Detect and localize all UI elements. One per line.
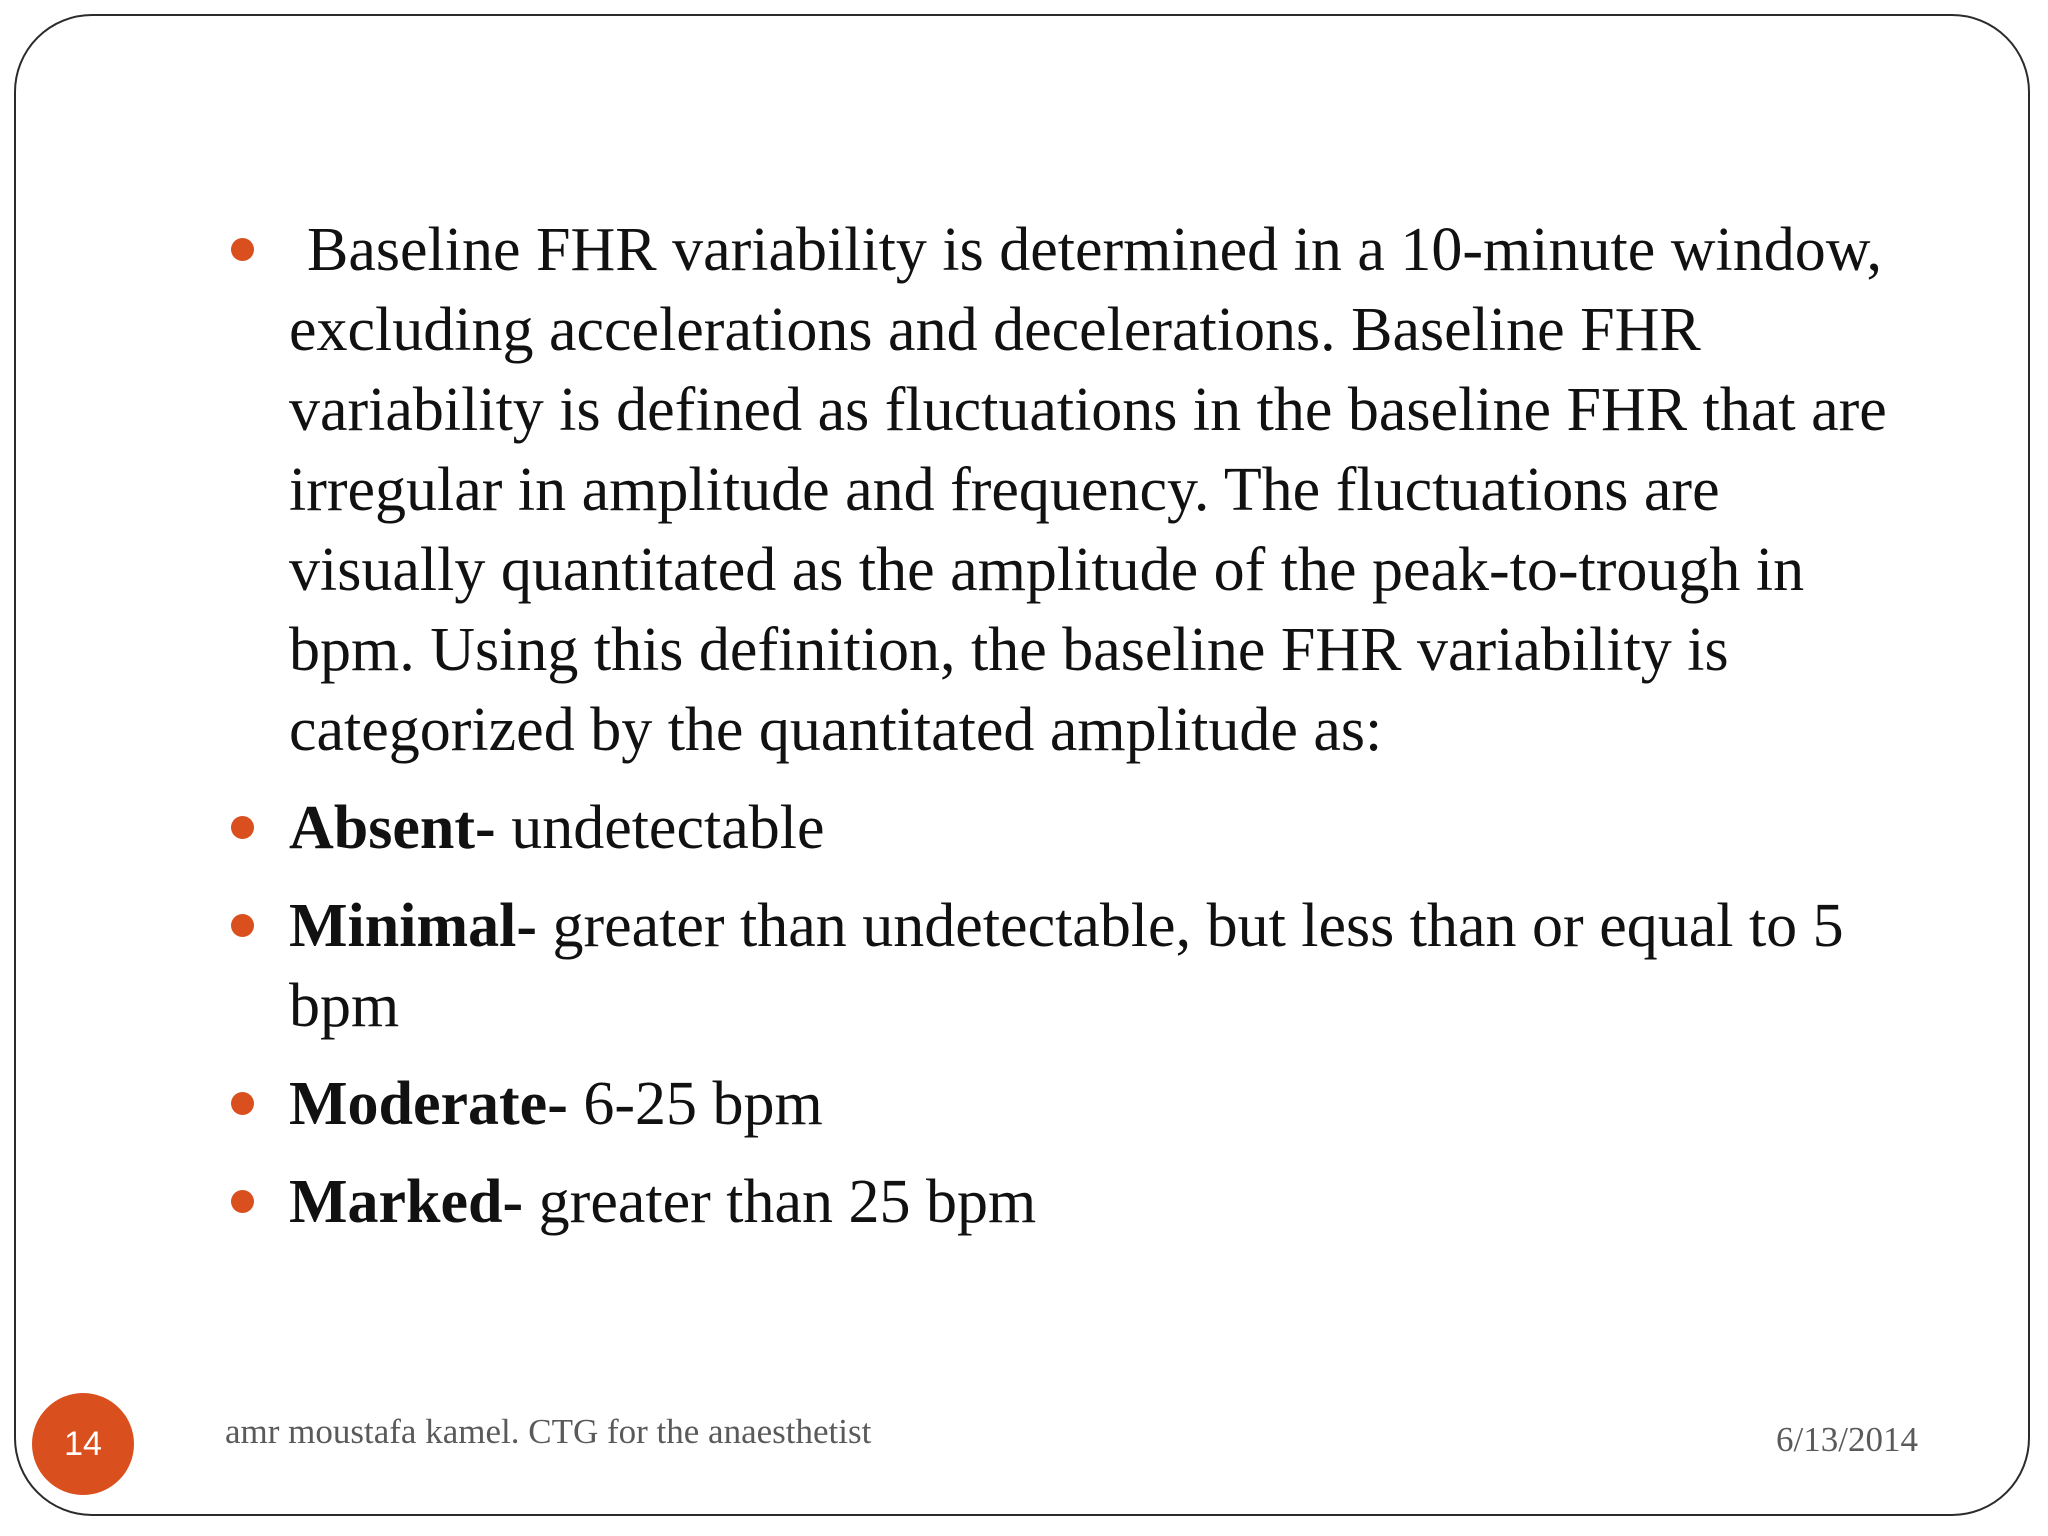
bullet-dot-icon: [231, 238, 254, 261]
bullet-item-intro: [225, 210, 1925, 770]
bullet-text: 6-25 bpm: [567, 1070, 823, 1138]
slide-number-badge: 14: [32, 1393, 134, 1495]
bullet-item-marked: [225, 1162, 1925, 1242]
bullet-text: Baseline FHR variability is determined in a 10-minute window, excluding accelerations and decelerations. Baseline FHR variability is defined as fluctuations in the baseline FHR that are irregular in amplitude and frequency. The fluctuations are visually quantitated as the amplitude of the peak-to-trough in bpm. Using this definition, the baseline FHR variability is categorized by the quantitated amplitude as:: [289, 216, 1887, 764]
bullet-term: Marked-: [289, 1168, 524, 1236]
footer-date: 6/13/2014: [1776, 1420, 1918, 1459]
bullet-term: Moderate-: [289, 1070, 568, 1138]
bullet-text: greater than undetectable, but less than or equal to 5 bpm: [289, 892, 1844, 1040]
bullet-dot-icon: [231, 914, 254, 937]
bullet-item-minimal: [225, 886, 1925, 1046]
bullet-dot-icon: [231, 1190, 254, 1213]
slide-content: [225, 210, 1925, 1242]
bullet-dot-icon: [231, 816, 254, 839]
bullet-text: greater than 25 bpm: [523, 1168, 1037, 1236]
footer-title: amr moustafa kamel. CTG for the anaesthetist: [225, 1412, 872, 1451]
bullet-term: Absent-: [289, 794, 496, 862]
bullet-text: undetectable: [495, 794, 825, 862]
bullet-term: Minimal-: [289, 892, 537, 960]
bullet-dot-icon: [231, 1092, 254, 1115]
bullet-item-absent: [225, 788, 1925, 868]
bullet-item-moderate: [225, 1064, 1925, 1144]
